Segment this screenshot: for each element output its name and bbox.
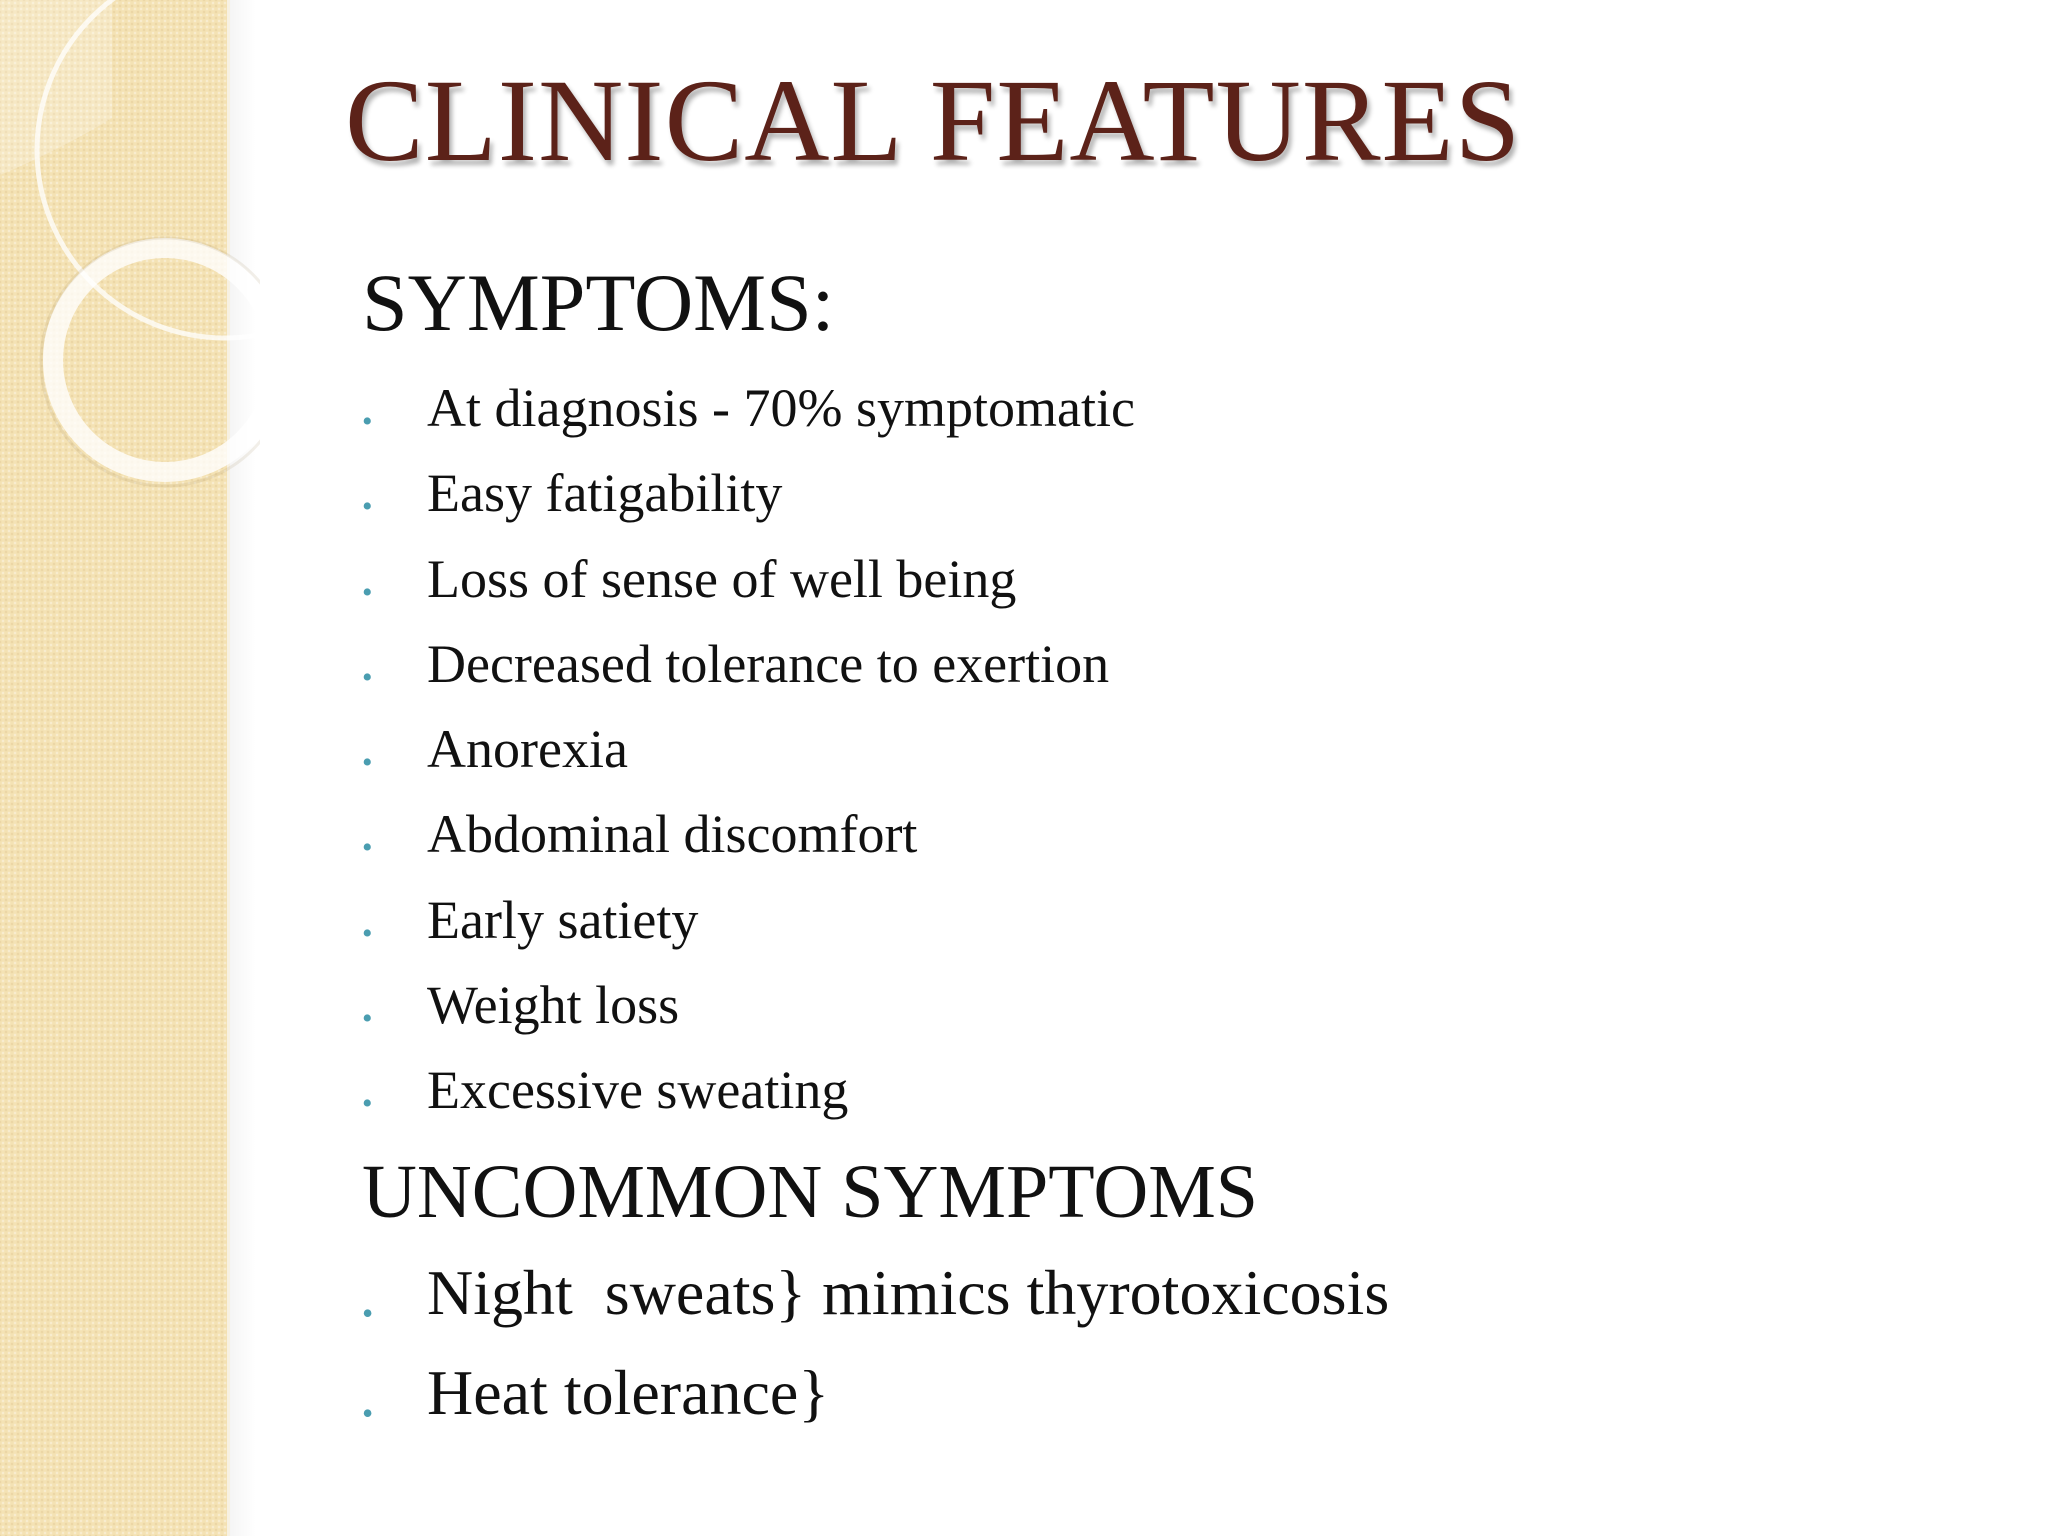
list-item	[362, 463, 1135, 548]
bullet-icon: •	[362, 1395, 374, 1431]
list-item	[362, 378, 1135, 463]
bullet-icon: •	[362, 660, 373, 694]
section-heading-symptoms: SYMPTOMS:	[362, 257, 835, 348]
bullet-icon: •	[362, 490, 373, 524]
slide-title: CLINICAL FEATURES	[345, 55, 1522, 186]
list-item	[362, 975, 1135, 1060]
bullet-icon: •	[362, 405, 373, 438]
section-heading-uncommon-symptoms: UNCOMMON SYMPTOMS	[362, 1150, 1259, 1234]
list-item	[362, 1258, 1389, 1358]
list-item-text: Loss of sense of well being	[427, 548, 1017, 609]
list-item	[362, 719, 1135, 804]
list-item-text: Night sweats} mimics thyrotoxicosis	[427, 1257, 1390, 1328]
list-item	[362, 1358, 1389, 1458]
bullet-icon: •	[362, 746, 373, 780]
uncommon-symptoms-list	[362, 1258, 1389, 1458]
list-item	[362, 804, 1135, 889]
list-item-text: At diagnosis - 70% symptomatic	[427, 378, 1135, 438]
decorative-rings	[0, 0, 260, 520]
bullet-icon: •	[362, 1002, 373, 1036]
list-item-text: Abdominal discomfort	[427, 804, 918, 865]
list-item-text: Easy fatigability	[427, 463, 783, 524]
list-item-text: Early satiety	[427, 889, 699, 950]
symptoms-list	[362, 378, 1135, 1146]
list-item	[362, 1060, 1135, 1145]
list-item-text: Weight loss	[427, 975, 680, 1036]
bullet-icon: •	[362, 831, 373, 865]
list-item-text: Decreased tolerance to exertion	[427, 633, 1110, 694]
list-item-text: Excessive sweating	[427, 1060, 849, 1121]
list-item	[362, 634, 1135, 719]
bullet-icon: •	[362, 1087, 373, 1121]
list-item-text: Anorexia	[427, 719, 628, 780]
corner-panel	[0, 0, 112, 175]
list-item	[362, 549, 1135, 634]
bullet-icon: •	[362, 916, 373, 950]
medium-ring	[53, 248, 260, 472]
list-item	[362, 890, 1135, 975]
list-item-text: Heat tolerance}	[427, 1357, 830, 1428]
bullet-icon: •	[362, 575, 373, 609]
bullet-icon: •	[362, 1295, 374, 1331]
